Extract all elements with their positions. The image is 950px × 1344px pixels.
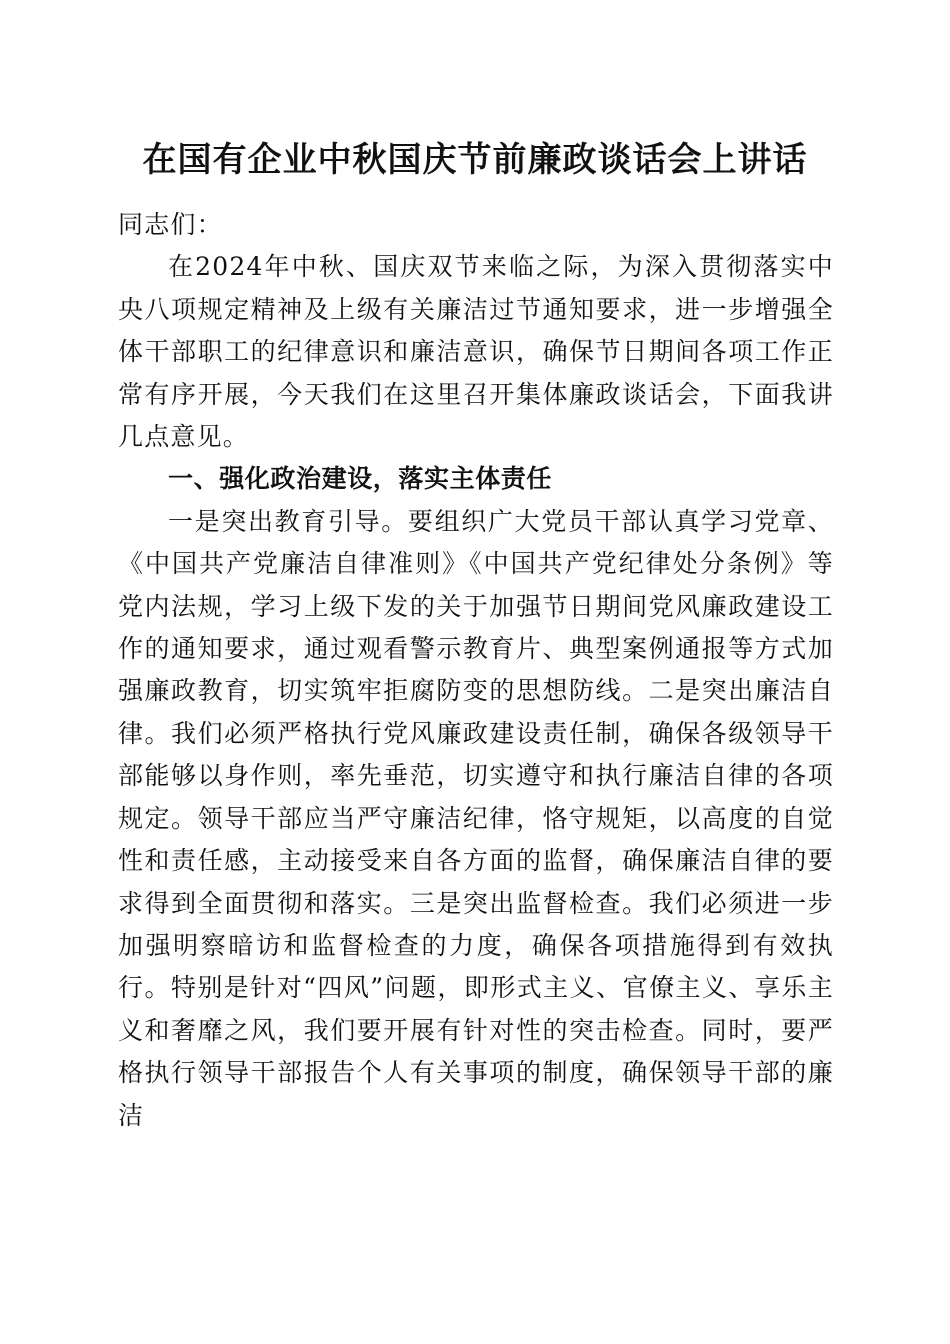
salutation: 同志们： [118,210,223,239]
section-paragraph: 一是突出教育引导。要组织广大党员干部认真学习党章、《中国共产党廉洁自律准则》《中国共产党纪律处分条例》等党内法规，学习上级下发的关于加强节日期间党风廉政建设工作的通知要求，通过观看警示教育片、典型案例通报等方式加强廉政教育，切实筑牢拒腐防变的思想防线。二是突出廉洁自律。我们必须严格执行党风廉政建设责任制，确保各级领导干部能够以身作则，率先垂范，切实遵守和执行廉洁自律的各项规定。领导干部应当严守廉洁纪律，恪守规矩，以高度的自觉性和责任感，主动接受来自各方面的监督，确保廉洁自律的要求得到全面贯彻和落实。三是突出监督检查。我们必须进一步加强明察暗访和监督检查的力度，确保各项措施得到有效执行。特别是针对“四风”问题，即形式主义、官僚主义、享乐主义和奢靡之风，我们要开展有针对性的突击检查。同时，要严格执行领导干部报告个人有关事项的制度，确保领导干部的廉洁 [118,506,834,1130]
section-heading: 一、强化政治建设，落实主体责任 [168,464,553,494]
document-title: 在国有企业中秋国庆节前廉政谈话会上讲话 [142,140,808,180]
intro-paragraph: 在2024年中秋、国庆双节来临之际，为深入贯彻落实中央八项规定精神及上级有关廉洁过节通知要求，进一步增强全体干部职工的纪律意识和廉洁意识，确保节日期间各项工作正常有序开展，今天我们在这里召开集体廉政谈话会，下面我讲几点意见。 [118,252,834,452]
document-body [118,204,834,1137]
